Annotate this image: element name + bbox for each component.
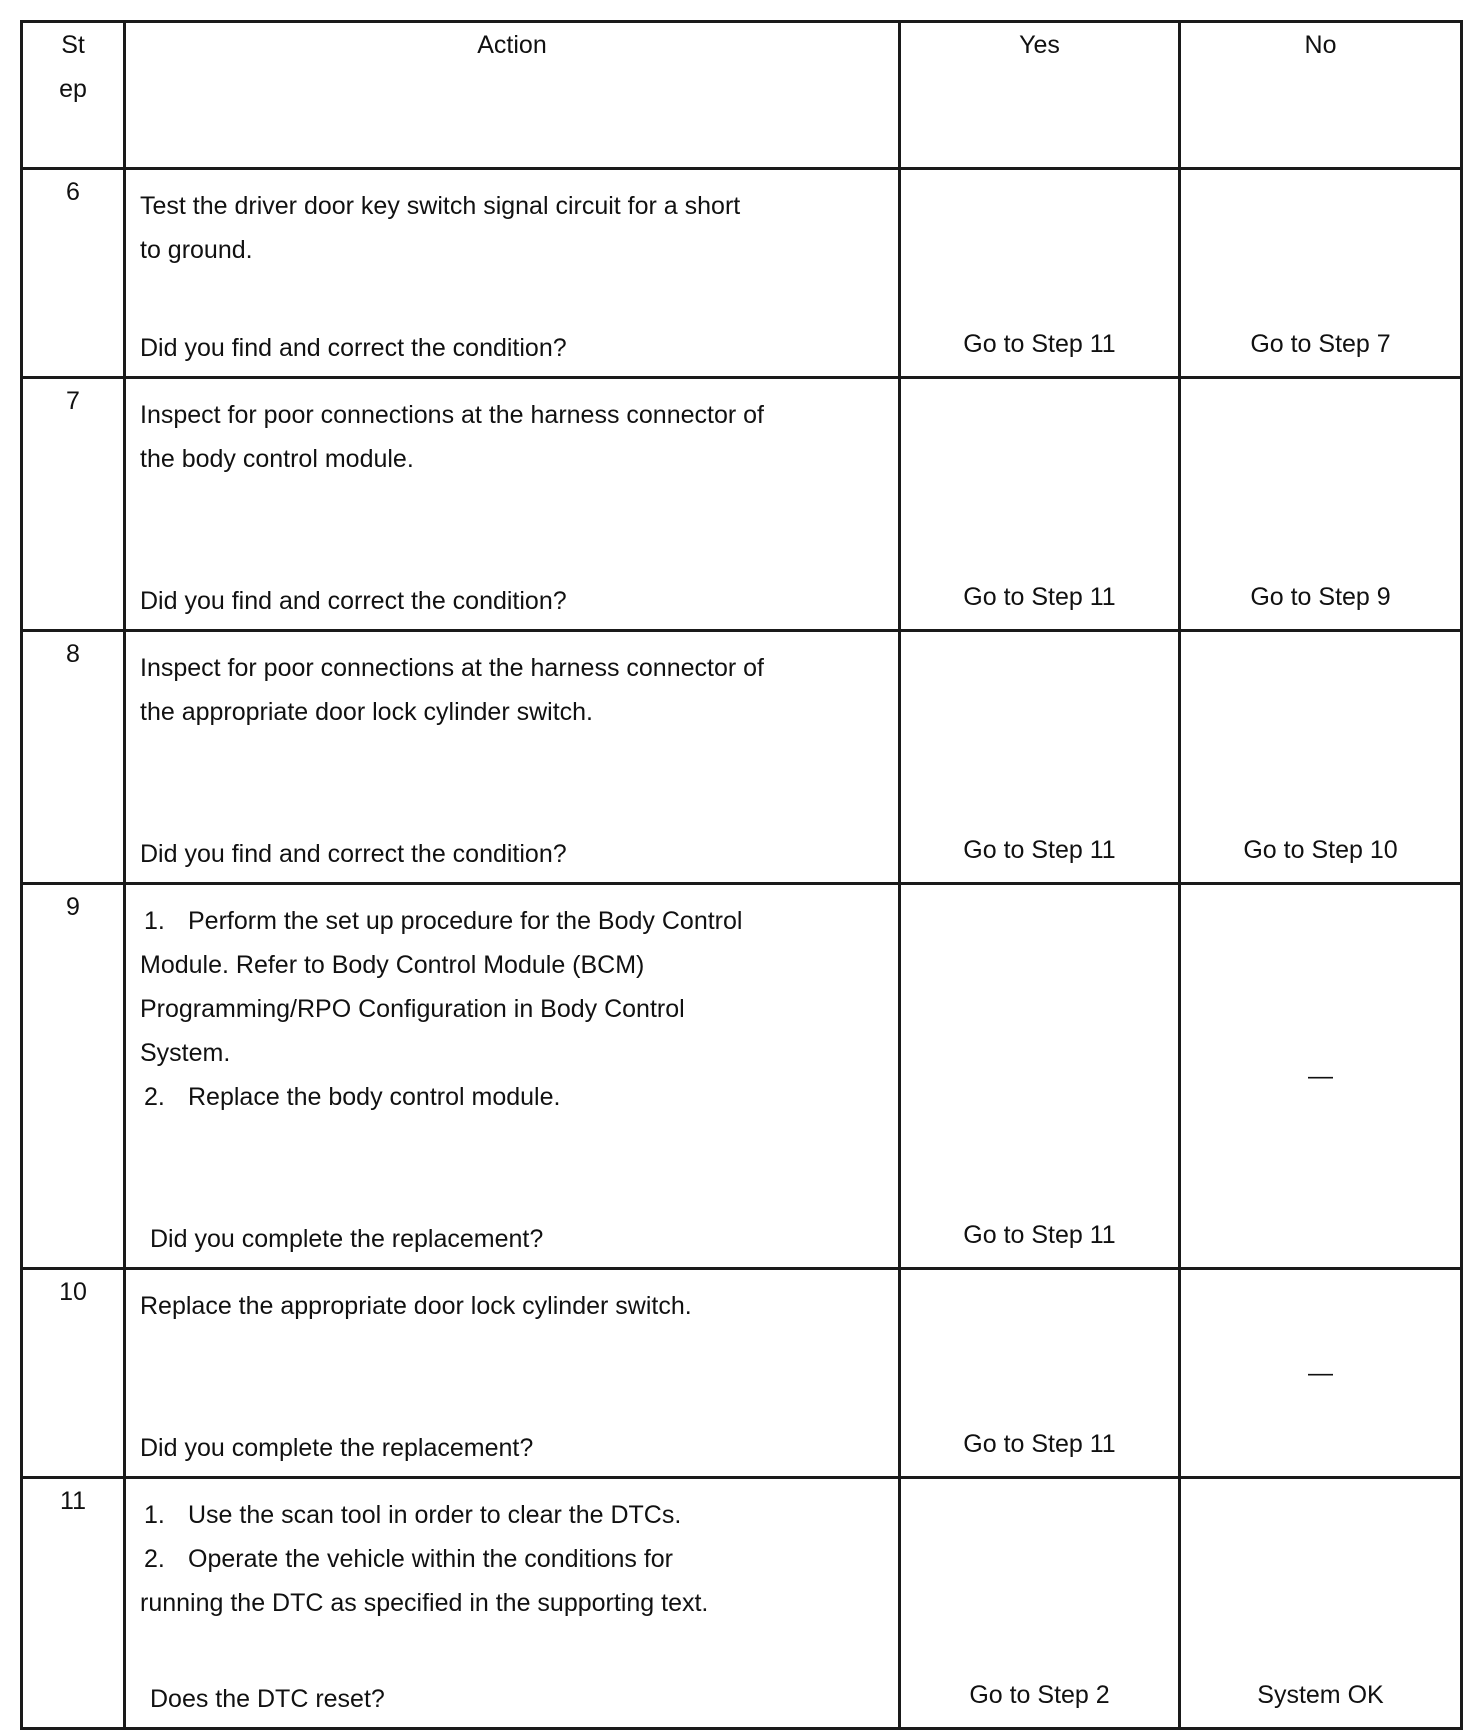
action-line: Test the driver door key switch signal circuit for a short bbox=[140, 192, 741, 220]
action-line: the body control module. bbox=[140, 445, 414, 473]
list-number: 2. bbox=[144, 1083, 165, 1111]
no-answer: — bbox=[1308, 1062, 1333, 1090]
action-text bbox=[140, 1493, 858, 1625]
yes-answer: Go to Step 11 bbox=[963, 836, 1116, 864]
action-list-item bbox=[140, 1075, 858, 1119]
no-answer: System OK bbox=[1257, 1681, 1384, 1709]
yes-cell bbox=[900, 631, 1180, 884]
action-question: Did you find and correct the condition? bbox=[140, 840, 567, 868]
yes-cell bbox=[900, 1269, 1180, 1478]
action-text bbox=[140, 1284, 858, 1328]
action-list-item bbox=[140, 1493, 858, 1537]
diagnostic-table bbox=[20, 20, 1463, 1730]
step-number: 11 bbox=[22, 1478, 125, 1729]
action-line: Inspect for poor connections at the harness connector of bbox=[140, 654, 764, 682]
table-row bbox=[22, 169, 1462, 378]
action-header: Action bbox=[125, 22, 900, 169]
action-line: Operate the vehicle within the conditions for bbox=[188, 1545, 673, 1573]
action-cell bbox=[125, 884, 900, 1269]
no-cell bbox=[1180, 169, 1462, 378]
action-cell bbox=[125, 378, 900, 631]
no-answer: — bbox=[1308, 1359, 1333, 1387]
no-cell bbox=[1180, 378, 1462, 631]
no-answer: Go to Step 9 bbox=[1250, 583, 1391, 611]
step-number: 9 bbox=[22, 884, 125, 1269]
action-text bbox=[140, 646, 858, 734]
no-cell bbox=[1180, 884, 1462, 1269]
yes-cell bbox=[900, 1478, 1180, 1729]
step-header-line1: St bbox=[61, 31, 85, 59]
header-row bbox=[22, 22, 1462, 169]
action-question: Did you find and correct the condition? bbox=[140, 587, 567, 615]
action-text bbox=[140, 899, 858, 1119]
no-cell bbox=[1180, 1478, 1462, 1729]
no-cell bbox=[1180, 1269, 1462, 1478]
action-text bbox=[140, 184, 858, 272]
yes-answer: Go to Step 11 bbox=[963, 583, 1116, 611]
no-header: No bbox=[1180, 22, 1462, 169]
table-row bbox=[22, 884, 1462, 1269]
list-number: 1. bbox=[144, 907, 165, 935]
yes-cell bbox=[900, 884, 1180, 1269]
table-row bbox=[22, 1478, 1462, 1729]
yes-cell bbox=[900, 169, 1180, 378]
action-line: to ground. bbox=[140, 236, 253, 264]
yes-cell bbox=[900, 378, 1180, 631]
action-line: Inspect for poor connections at the harness connector of bbox=[140, 401, 764, 429]
list-number: 1. bbox=[144, 1501, 165, 1529]
action-line: the appropriate door lock cylinder switch. bbox=[140, 698, 594, 726]
yes-answer: Go to Step 11 bbox=[963, 1221, 1116, 1249]
action-cell bbox=[125, 1478, 900, 1729]
step-header-line2: ep bbox=[59, 75, 87, 103]
table-row bbox=[22, 1269, 1462, 1478]
table-row bbox=[22, 631, 1462, 884]
action-line: running the DTC as specified in the supporting text. bbox=[140, 1589, 709, 1617]
action-question: Does the DTC reset? bbox=[150, 1685, 385, 1713]
list-number: 2. bbox=[144, 1545, 165, 1573]
table-row bbox=[22, 378, 1462, 631]
yes-answer: Go to Step 2 bbox=[969, 1681, 1110, 1709]
action-list-item bbox=[140, 1537, 858, 1581]
yes-answer: Go to Step 11 bbox=[963, 1430, 1116, 1458]
action-text bbox=[140, 393, 858, 481]
action-cell bbox=[125, 1269, 900, 1478]
action-cell bbox=[125, 631, 900, 884]
step-number: 7 bbox=[22, 378, 125, 631]
action-line: Module. Refer to Body Control Module (BCM) bbox=[140, 951, 645, 979]
no-answer: Go to Step 10 bbox=[1243, 836, 1398, 864]
yes-answer: Go to Step 11 bbox=[963, 330, 1116, 358]
no-answer: Go to Step 7 bbox=[1250, 330, 1391, 358]
step-number: 6 bbox=[22, 169, 125, 378]
action-line: Replace the body control module. bbox=[188, 1083, 561, 1111]
step-number: 10 bbox=[22, 1269, 125, 1478]
action-question: Did you find and correct the condition? bbox=[140, 334, 567, 362]
action-line: System. bbox=[140, 1039, 231, 1067]
step-header bbox=[22, 22, 125, 169]
action-line: Programming/RPO Configuration in Body Control bbox=[140, 995, 685, 1023]
action-line: Replace the appropriate door lock cylinder switch. bbox=[140, 1292, 692, 1320]
no-cell bbox=[1180, 631, 1462, 884]
action-line: Use the scan tool in order to clear the DTCs. bbox=[188, 1501, 682, 1529]
step-number: 8 bbox=[22, 631, 125, 884]
action-cell bbox=[125, 169, 900, 378]
action-question: Did you complete the replacement? bbox=[150, 1225, 544, 1253]
action-list-item bbox=[140, 899, 858, 943]
action-line: Perform the set up procedure for the Body Control bbox=[188, 907, 743, 935]
action-question: Did you complete the replacement? bbox=[140, 1434, 534, 1462]
yes-header: Yes bbox=[900, 22, 1180, 169]
